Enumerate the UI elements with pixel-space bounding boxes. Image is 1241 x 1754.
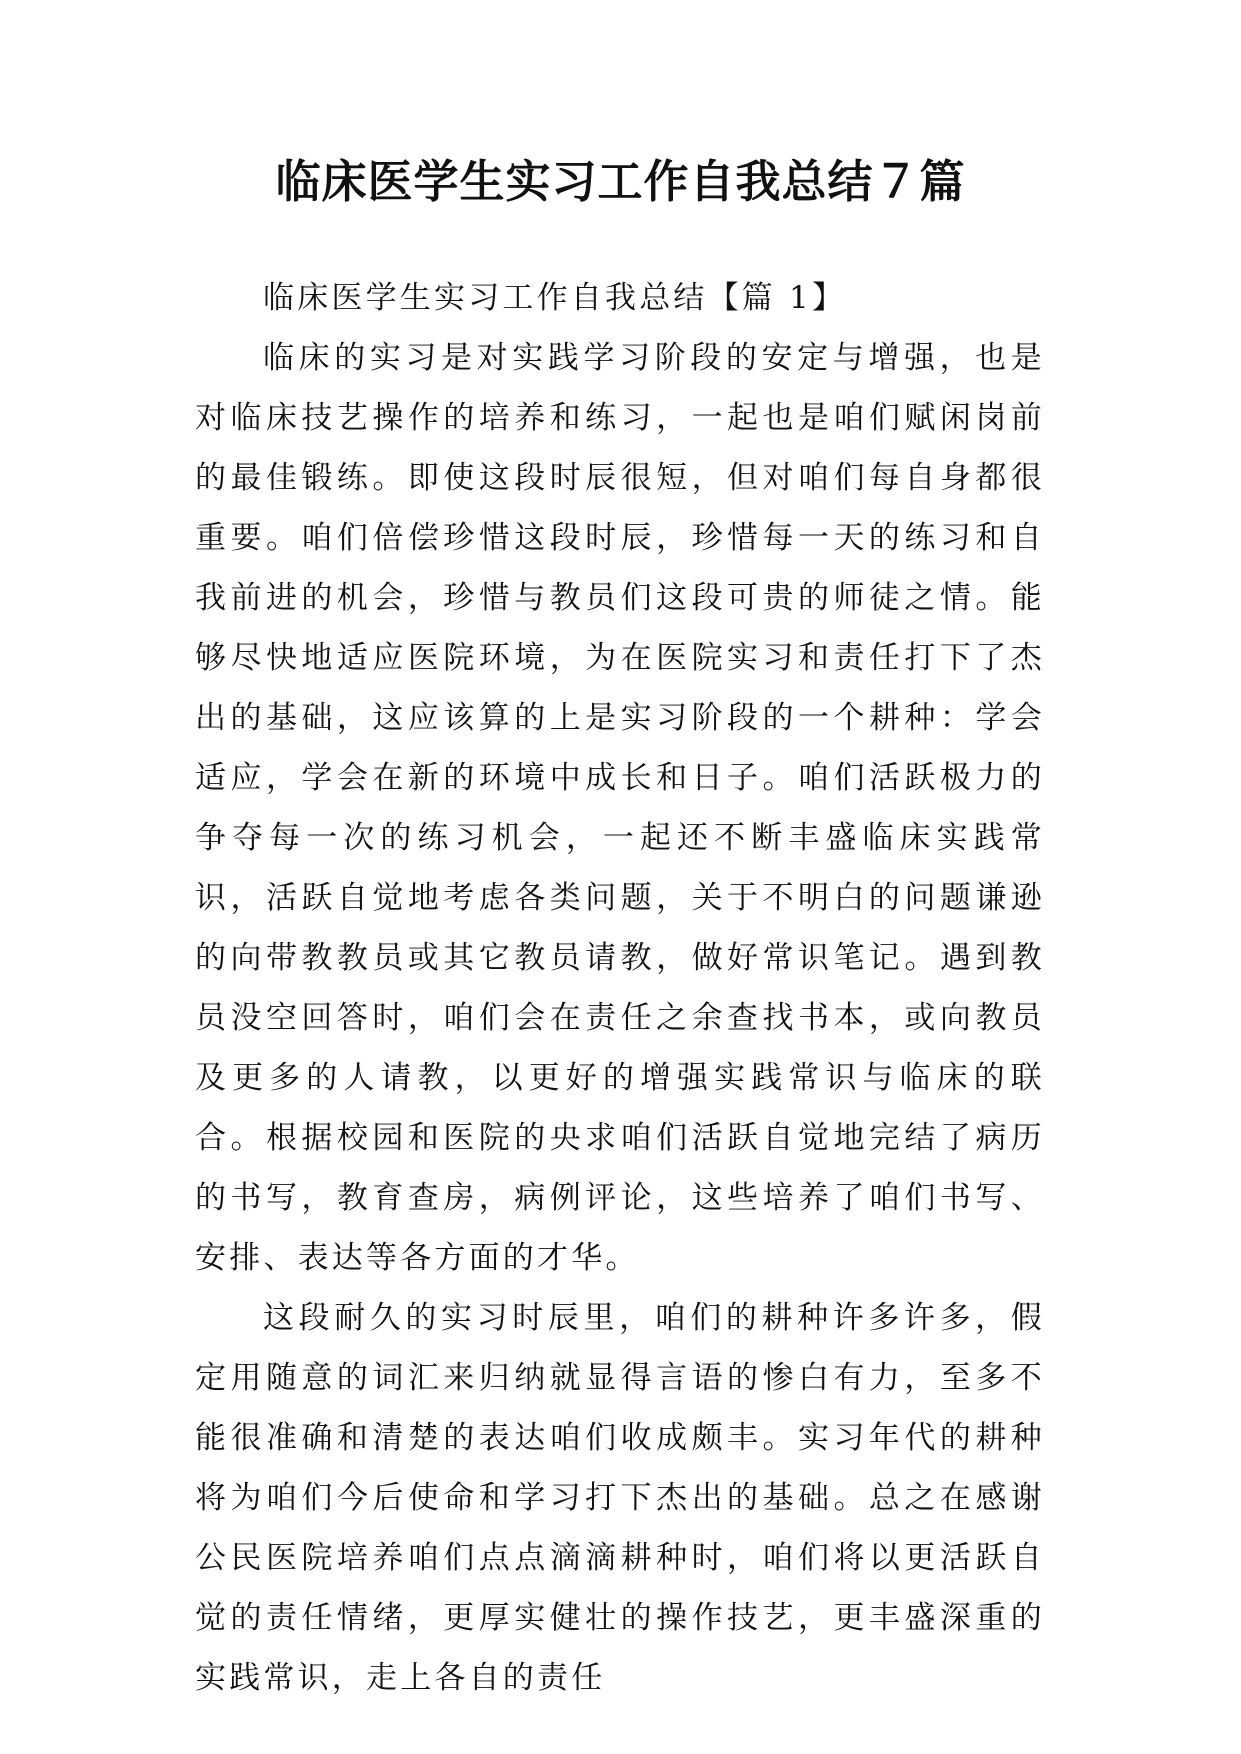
paragraph-2: 这段耐久的实习时辰里，咱们的耕种许多许多，假定用随意的词汇来归纳就显得言语的惨白有力，至多不能很准确和清楚的表达咱们收成颇丰。实习年代的耕种将为咱们今后使命和学习打下杰出的基础。总之在感谢公民医院培养咱们点点滴滴耕种时，咱们将以更活跃自觉的责任情绪，更厚实健壮的操作技艺，更丰盛深重的实践常识，走上各自的责任 (195, 1300, 1045, 1696)
section-heading: 临床医学生实习工作自我总结【篇 1】 (263, 280, 847, 316)
paragraph-1: 临床的实习是对实践学习阶段的安定与增强，也是对临床技艺操作的培养和练习，一起也是咱们赋闲岗前的最佳锻练。即使这段时辰很短，但对咱们每自身都很重要。咱们倍偿珍惜这段时辰，珍惜每一天的练习和自我前进的机会，珍惜与教员们这段可贵的师徒之情。能够尽快地适应医院环境，为在医院实习和责任打下了杰出的基础，这应该算的上是实习阶段的一个耕种：学会适应，学会在新的环境中成长和日子。咱们活跃极力的争夺每一次的练习机会，一起还不断丰盛临床实践常识，活跃自觉地考虑各类问题，关于不明白的问题谦逊的向带教教员或其它教员请教，做好常识笔记。遇到教员没空回答时，咱们会在责任之余查找书本，或向教员及更多的人请教，以更好的增强实践常识与临床的联合。根据校园和医院的央求咱们活跃自觉地完结了病历的书写，教育查房，病例评论，这些培养了咱们书写、安排、表达等各方面的才华。 (195, 340, 1045, 1276)
document-body (195, 268, 1045, 1708)
document-title: 临床医学生实习工作自我总结７篇 (275, 155, 966, 208)
